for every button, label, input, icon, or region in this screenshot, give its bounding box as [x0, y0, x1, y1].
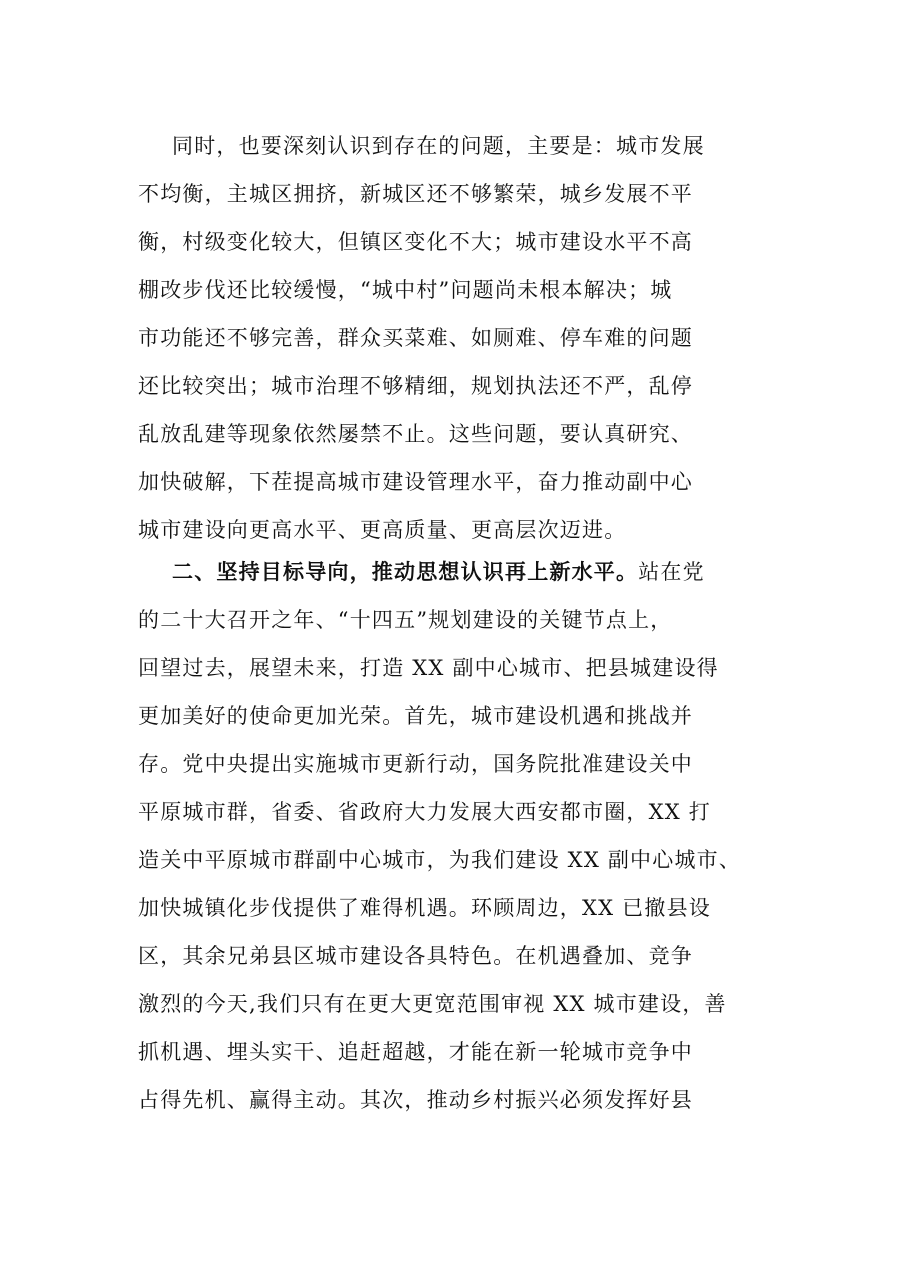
paragraph-line: 加快破解，下茬提高城市建设管理水平，奋力推动副中心: [138, 470, 693, 494]
paragraph-line: 占得先机、赢得主动。其次，推动乡村振兴必须发挥好县: [138, 1088, 693, 1112]
paragraph-line: 抓机遇、埋头实干、追赶超越，才能在新一轮城市竞争中: [138, 1040, 693, 1064]
paragraph-line: 回望过去，展望未来，打造 XX 副中心城市、把县城建设得: [138, 656, 719, 680]
paragraph-line: 加快城镇化步伐提供了难得机遇。环顾周边，XX 已撤县设: [138, 896, 711, 920]
paragraph-line: 城市建设向更高水平、更高质量、更高层次迈进。: [138, 518, 627, 542]
paragraph-problems: [138, 122, 778, 554]
paragraph-goal-orientation: [138, 548, 778, 1124]
paragraph-line: 乱放乱建等现象依然屡禁不止。这些问题，要认真研究、: [138, 422, 693, 446]
heading-continuation: 站在党: [638, 560, 705, 584]
paragraph-line: 棚改步伐还比较缓慢，“城中村”问题尚未根本解决；城: [138, 278, 673, 302]
section-heading: 二、坚持目标导向，推动思想认识再上新水平。: [172, 560, 639, 584]
paragraph-line: 同时，也要深刻认识到存在的问题，主要是：城市发展: [172, 134, 705, 158]
paragraph-line: 不均衡，主城区拥挤，新城区还不够繁荣，城乡发展不平: [138, 182, 693, 206]
paragraph-line: 市功能还不够完善，群众买菜难、如厕难、停车难的问题: [138, 326, 693, 350]
paragraph-line: 的二十大召开之年、“十四五”规划建设的关键节点上，: [138, 608, 673, 632]
paragraph-line: 区，其余兄弟县区城市建设各具特色。在机遇叠加、竞争: [138, 944, 693, 968]
paragraph-line: 衡，村级变化较大，但镇区变化不大；城市建设水平不高: [138, 230, 693, 254]
paragraph-line: 造关中平原城市群副中心城市，为我们建设 XX 副中心城市、: [138, 848, 742, 872]
paragraph-line: 激烈的今天,我们只有在更大更宽范围审视 XX 城市建设，善: [138, 992, 727, 1016]
paragraph-line: 存。党中央提出实施城市更新行动，国务院批准建设关中: [138, 752, 693, 776]
paragraph-line: 平原城市群，省委、省政府大力发展大西安都市圈，XX 打: [138, 800, 711, 824]
paragraph-line: 还比较突出；城市治理不够精细，规划执法还不严，乱停: [138, 374, 693, 398]
paragraph-line: 更加美好的使命更加光荣。首先，城市建设机遇和挑战并: [138, 704, 693, 728]
paragraph-first-line: [138, 548, 778, 596]
